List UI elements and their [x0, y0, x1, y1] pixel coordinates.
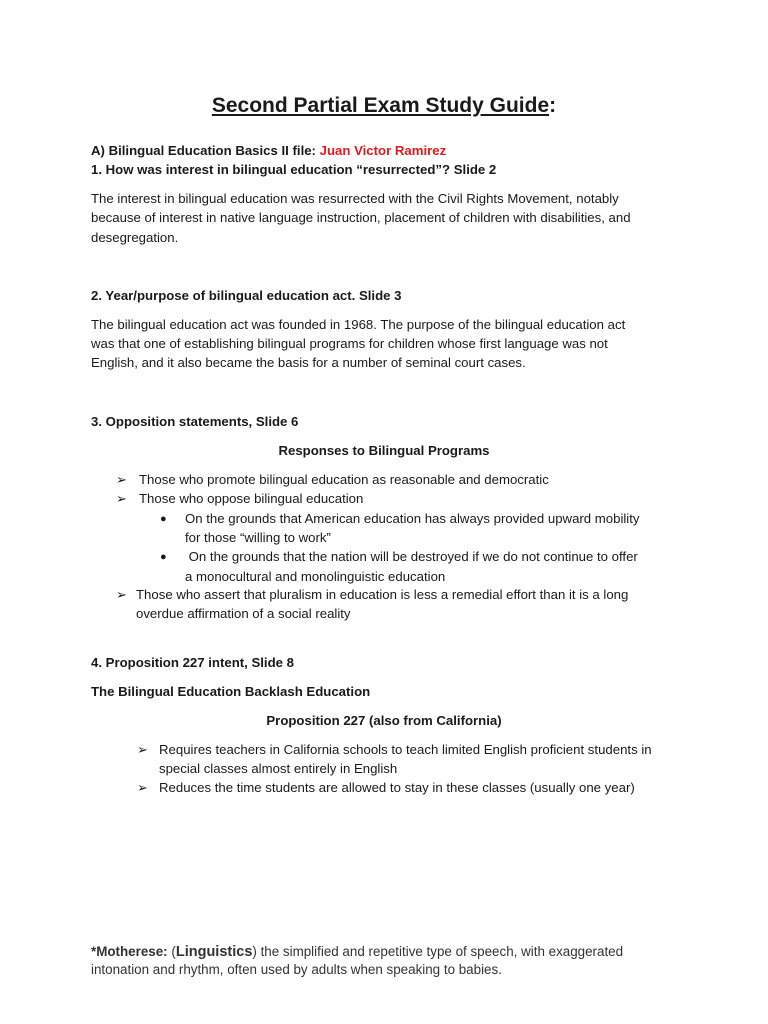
- backlash-heading: The Bilingual Education Backlash Education: [91, 684, 371, 699]
- arrow-bullet-icon: ➢: [116, 491, 127, 506]
- answer-1-line-1: The interest in bilingual education was resurrected with the Civil Rights Movement, notably: [91, 191, 619, 206]
- arrow-bullet-icon: ➢: [116, 472, 127, 487]
- answer-2-line-3: English, and it also became the basis for a number of seminal court cases.: [91, 355, 526, 370]
- answer-2-line-2: was that one of establishing bilingual programs for children whose first language was not: [91, 336, 608, 351]
- sub-item-2-line-2: a monocultural and monolinguistic education: [185, 569, 446, 584]
- question-3: 3. Opposition statements, Slide 6: [91, 414, 299, 429]
- sub-item-2-line-1: On the grounds that the nation will be destroyed if we do not continue to offer: [185, 549, 638, 564]
- author-name: Juan Victor Ramirez: [319, 143, 447, 158]
- section-a-prefix: A) Bilingual Education Basics II file:: [91, 143, 316, 158]
- footnote-open: (: [167, 944, 176, 959]
- page-title-text: Second Partial Exam Study Guide: [211, 94, 550, 117]
- sub-item-1-line-1: On the grounds that American education has always provided upward mobility: [185, 511, 640, 526]
- footnote-term: *Motherese:: [91, 944, 168, 959]
- answer-2-line-1: The bilingual education act was founded in 1968. The purpose of the bilingual education act: [91, 317, 626, 332]
- page-title: [0, 92, 768, 120]
- proposition-item-1-line-1: Requires teachers in California schools to teach limited English proficient students in: [159, 742, 652, 757]
- round-bullet-icon: ●: [160, 513, 167, 525]
- proposition-subheading: Proposition 227 (also from California): [266, 713, 502, 728]
- proposition-item-1-line-2: special classes almost entirely in English: [159, 761, 398, 776]
- footnote-rest: ) the simplified and repetitive type of speech, with exaggerated: [252, 944, 624, 959]
- sub-item-1-line-2: for those “willing to work”: [185, 530, 331, 545]
- answer-1-line-3: desegregation.: [91, 230, 179, 245]
- question-4: 4. Proposition 227 intent, Slide 8: [91, 655, 294, 670]
- responses-subheading: Responses to Bilingual Programs: [278, 443, 490, 458]
- arrow-bullet-icon: ➢: [137, 742, 148, 757]
- footnote-category: Linguistics: [175, 944, 253, 960]
- response-item-1: Those who promote bilingual education as reasonable and democratic: [139, 472, 549, 487]
- section-a-heading: [91, 141, 446, 161]
- answer-1-line-2: because of interest in native language instruction, placement of children with disabilities, and: [91, 210, 631, 225]
- proposition-item-2: Reduces the time students are allowed to stay in these classes (usually one year): [159, 780, 635, 795]
- footnote-line-1: [91, 943, 623, 961]
- footnote-line-2: intonation and rhythm, often used by adults when speaking to babies.: [91, 962, 502, 977]
- arrow-bullet-icon: ➢: [116, 587, 127, 602]
- round-bullet-icon: ●: [160, 551, 167, 563]
- arrow-bullet-icon: ➢: [137, 780, 148, 795]
- question-1: 1. How was interest in bilingual education “resurrected”? Slide 2: [91, 162, 497, 177]
- response-item-3-line-1: Those who assert that pluralism in education is less a remedial effort than it is a long: [136, 587, 629, 602]
- response-item-3-line-2: overdue affirmation of a social reality: [136, 606, 351, 621]
- page-title-colon: :: [549, 94, 557, 117]
- response-item-2: Those who oppose bilingual education: [139, 491, 364, 506]
- question-2: 2. Year/purpose of bilingual education act. Slide 3: [91, 288, 402, 303]
